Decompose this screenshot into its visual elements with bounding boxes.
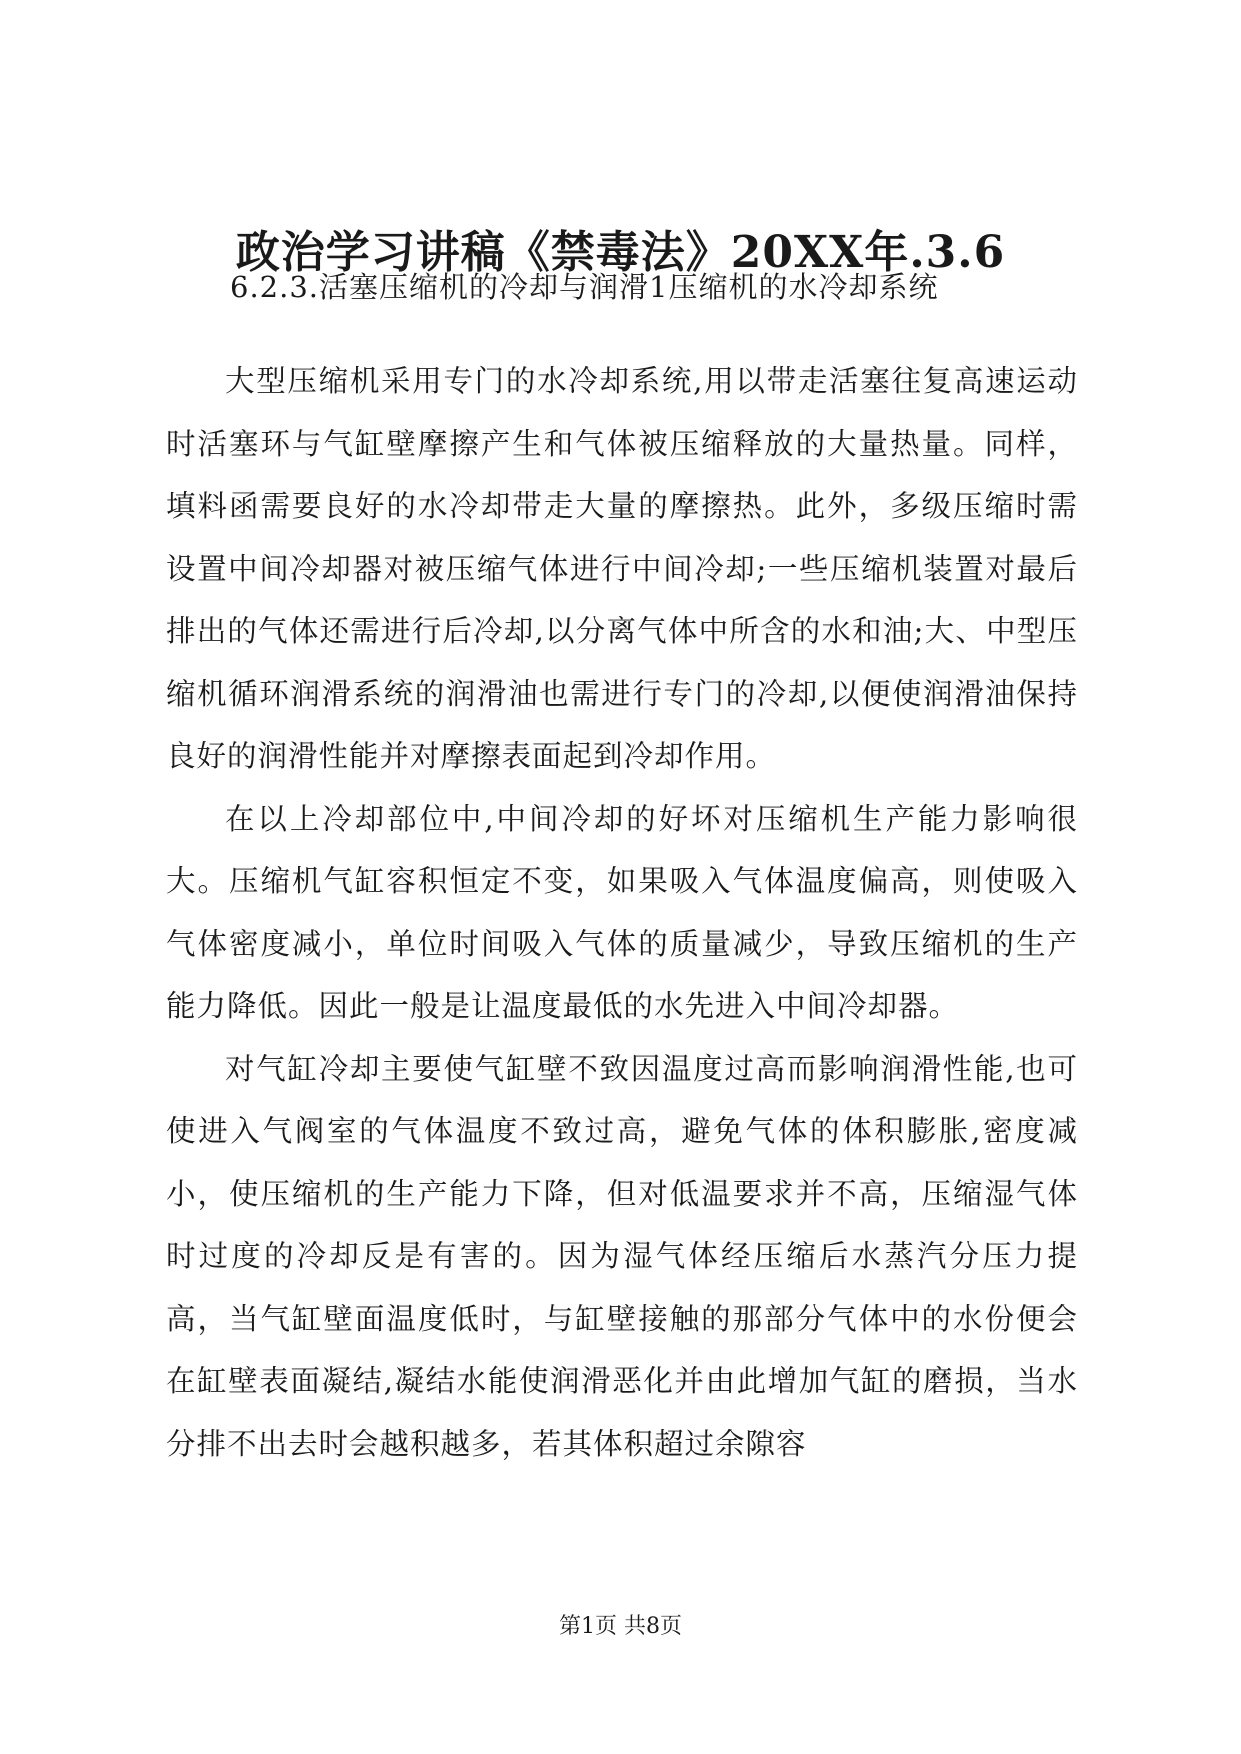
body-paragraph: 对气缸冷却主要使气缸壁不致因温度过高而影响润滑性能,也可使进入气阀室的气体温度不致过高，避免气体的体积膨胀,密度减小，使压缩机的生产能力下降，但对低温要求并不高，压缩湿气体时过度的冷却反是有害的。因为湿气体经压缩后水蒸汽分压力提高，当气缸壁面温度低时，与缸壁接触的那部分气体中的水份便会在缸壁表面凝结,凝结水能使润滑恶化并由此增加气缸的磨损，当水分排不出去时会越积越多，若其体积超过余隙容 bbox=[166, 1051, 1078, 1461]
body-paragraph: 大型压缩机采用专门的水冷却系统,用以带走活塞往复高速运动时活塞环与气缸壁摩擦产生和气体被压缩释放的大量热量。同样，填料函需要良好的水冷却带走大量的摩擦热。此外，多级压缩时需设置中间冷却器对被压缩气体进行中间冷却;一些压缩机装置对最后排出的气体还需进行后冷却,以分离气体中所含的水和油;大、中型压缩机循环润滑系统的润滑油也需进行专门的冷却,以便使润滑油保持良好的润滑性能并对摩擦表面起到冷却作用。 bbox=[166, 364, 1078, 773]
page-footer: 第1页 共8页 bbox=[559, 1614, 682, 1639]
document-body bbox=[166, 350, 1078, 1475]
body-paragraph: 在以上冷却部位中,中间冷却的好坏对压缩机生产能力影响很大。压缩机气缸容积恒定不变，如果吸入气体温度偏高，则使吸入气体密度减小，单位时间吸入气体的质量减少，导致压缩机的生产能力降低。因此一般是让温度最低的水先进入中间冷却器。 bbox=[166, 801, 1078, 1023]
document-title: 政治学习讲稿《禁毒法》20XX年.3.6 bbox=[235, 227, 1006, 278]
document-subtitle: 6.2.3.活塞压缩机的冷却与润滑1压缩机的水冷却系统 bbox=[230, 270, 939, 304]
